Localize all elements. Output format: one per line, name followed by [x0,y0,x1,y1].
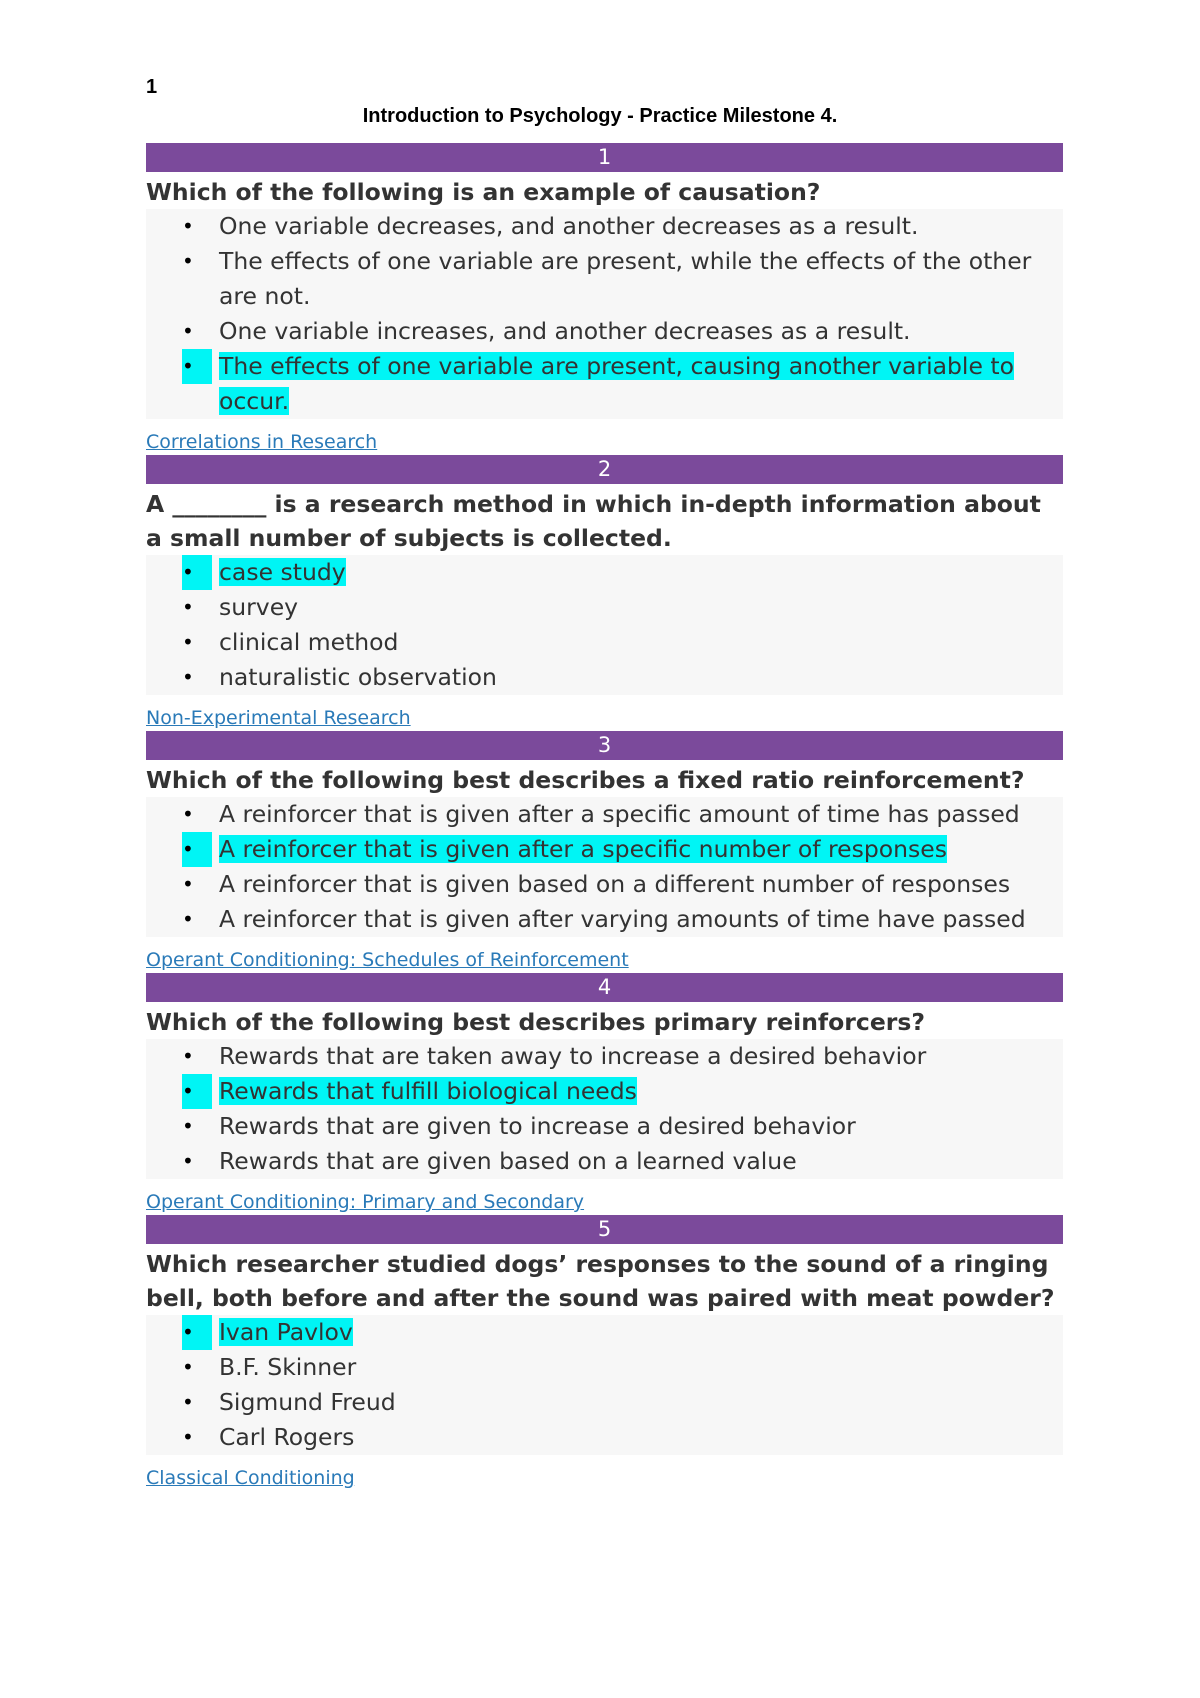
answer-text: Rewards that are taken away to increase a desired behavior [219,1042,927,1070]
question-text: Which of the following best describes primary reinforcers? [146,1008,925,1036]
bullet-icon: • [182,1425,194,1449]
question-text: Which of the following is an example of causation? [146,178,821,206]
answer-text: A reinforcer that is given after a specific amount of time has passed [219,800,1020,828]
answer-text: The effects of one variable are present, causing another variable to occur. [219,352,1014,415]
answer-option-correct [182,349,1063,419]
bullet-icon: • [182,1315,212,1350]
question-block [146,973,1063,1214]
answer-text: Ivan Pavlov [219,1318,353,1346]
answer-option-correct [182,555,1063,590]
page-number: 1 [146,76,158,98]
answer-option [182,867,1063,902]
answer-option [182,902,1063,937]
answer-list [146,1039,1063,1179]
bullet-icon: • [182,349,212,384]
answer-text: Rewards that are given to increase a desired behavior [219,1112,856,1140]
bullet-icon: • [182,595,194,619]
reference-link[interactable]: Operant Conditioning: Schedules of Reinforcement [146,949,629,971]
question-number-bar: 5 [146,1215,1063,1244]
question-number-bar: 4 [146,973,1063,1002]
answer-list [146,209,1063,419]
answer-option-correct [182,1074,1063,1109]
question-text: A ________ is a research method in which in-depth information about a small number of subjects is collected. [146,490,1041,552]
answer-text: Sigmund Freud [219,1388,396,1416]
reference-link[interactable]: Correlations in Research [146,431,378,453]
bullet-icon: • [182,1074,212,1109]
answer-list [146,797,1063,937]
bullet-icon: • [182,1355,194,1379]
answer-text: Carl Rogers [219,1423,355,1451]
answer-text: A reinforcer that is given after a specific number of responses [219,835,947,863]
answer-text: A reinforcer that is given after varying amounts of time have passed [219,905,1026,933]
answer-option [182,1109,1063,1144]
question-block [146,1215,1063,1490]
bullet-icon: • [182,802,194,826]
answer-list [146,555,1063,695]
bullet-icon: • [182,1044,194,1068]
reference-link[interactable]: Non-Experimental Research [146,707,411,729]
bullet-icon: • [182,1149,194,1173]
bullet-icon: • [182,630,194,654]
question-text: Which of the following best describes a fixed ratio reinforcement? [146,766,1025,794]
answer-option [182,314,1063,349]
answer-text: naturalistic observation [219,663,497,691]
bullet-icon: • [182,214,194,238]
bullet-icon: • [182,665,194,689]
answer-text: B.F. Skinner [219,1353,357,1381]
bullet-icon: • [182,319,194,343]
question-number-bar: 2 [146,455,1063,484]
bullet-icon: • [182,249,194,273]
bullet-icon: • [182,907,194,931]
answer-option [182,1385,1063,1420]
question-text: Which researcher studied dogs’ responses to the sound of a ringing bell, both before and after the sound was paired with meat powder? [146,1250,1055,1312]
answer-text: Rewards that fulfill biological needs [219,1077,637,1105]
answer-option [182,625,1063,660]
answer-option [182,660,1063,695]
bullet-icon: • [182,555,212,590]
answer-option [182,1350,1063,1385]
answer-text: A reinforcer that is given based on a different number of responses [219,870,1011,898]
answer-option [182,797,1063,832]
answer-option [182,209,1063,244]
bullet-icon: • [182,872,194,896]
bullet-icon: • [182,1114,194,1138]
answer-text: One variable decreases, and another decreases as a result. [219,212,919,240]
answer-option [182,1420,1063,1455]
reference-link[interactable]: Classical Conditioning [146,1467,355,1489]
bullet-icon: • [182,832,212,867]
answer-option-correct [182,1315,1063,1350]
answer-text: Rewards that are given based on a learned value [219,1147,797,1175]
answer-option [182,590,1063,625]
answer-text: survey [219,593,299,621]
answer-text: clinical method [219,628,399,656]
questions-container [146,143,1063,1491]
bullet-icon: • [182,1390,194,1414]
reference-link[interactable]: Operant Conditioning: Primary and Secondary [146,1191,585,1213]
answer-option-correct [182,832,1063,867]
question-block [146,731,1063,972]
document-title: Introduction to Psychology - Practice Milestone 4. [362,105,838,127]
question-block [146,143,1063,454]
question-number-bar: 3 [146,731,1063,760]
answer-list [146,1315,1063,1455]
answer-option [182,1039,1063,1074]
answer-option [182,1144,1063,1179]
question-block [146,455,1063,730]
answer-option [182,244,1063,314]
answer-text: case study [219,558,346,586]
question-number-bar: 1 [146,143,1063,172]
answer-text: The effects of one variable are present, while the effects of the other are not. [219,247,1032,310]
answer-text: One variable increases, and another decreases as a result. [219,317,911,345]
